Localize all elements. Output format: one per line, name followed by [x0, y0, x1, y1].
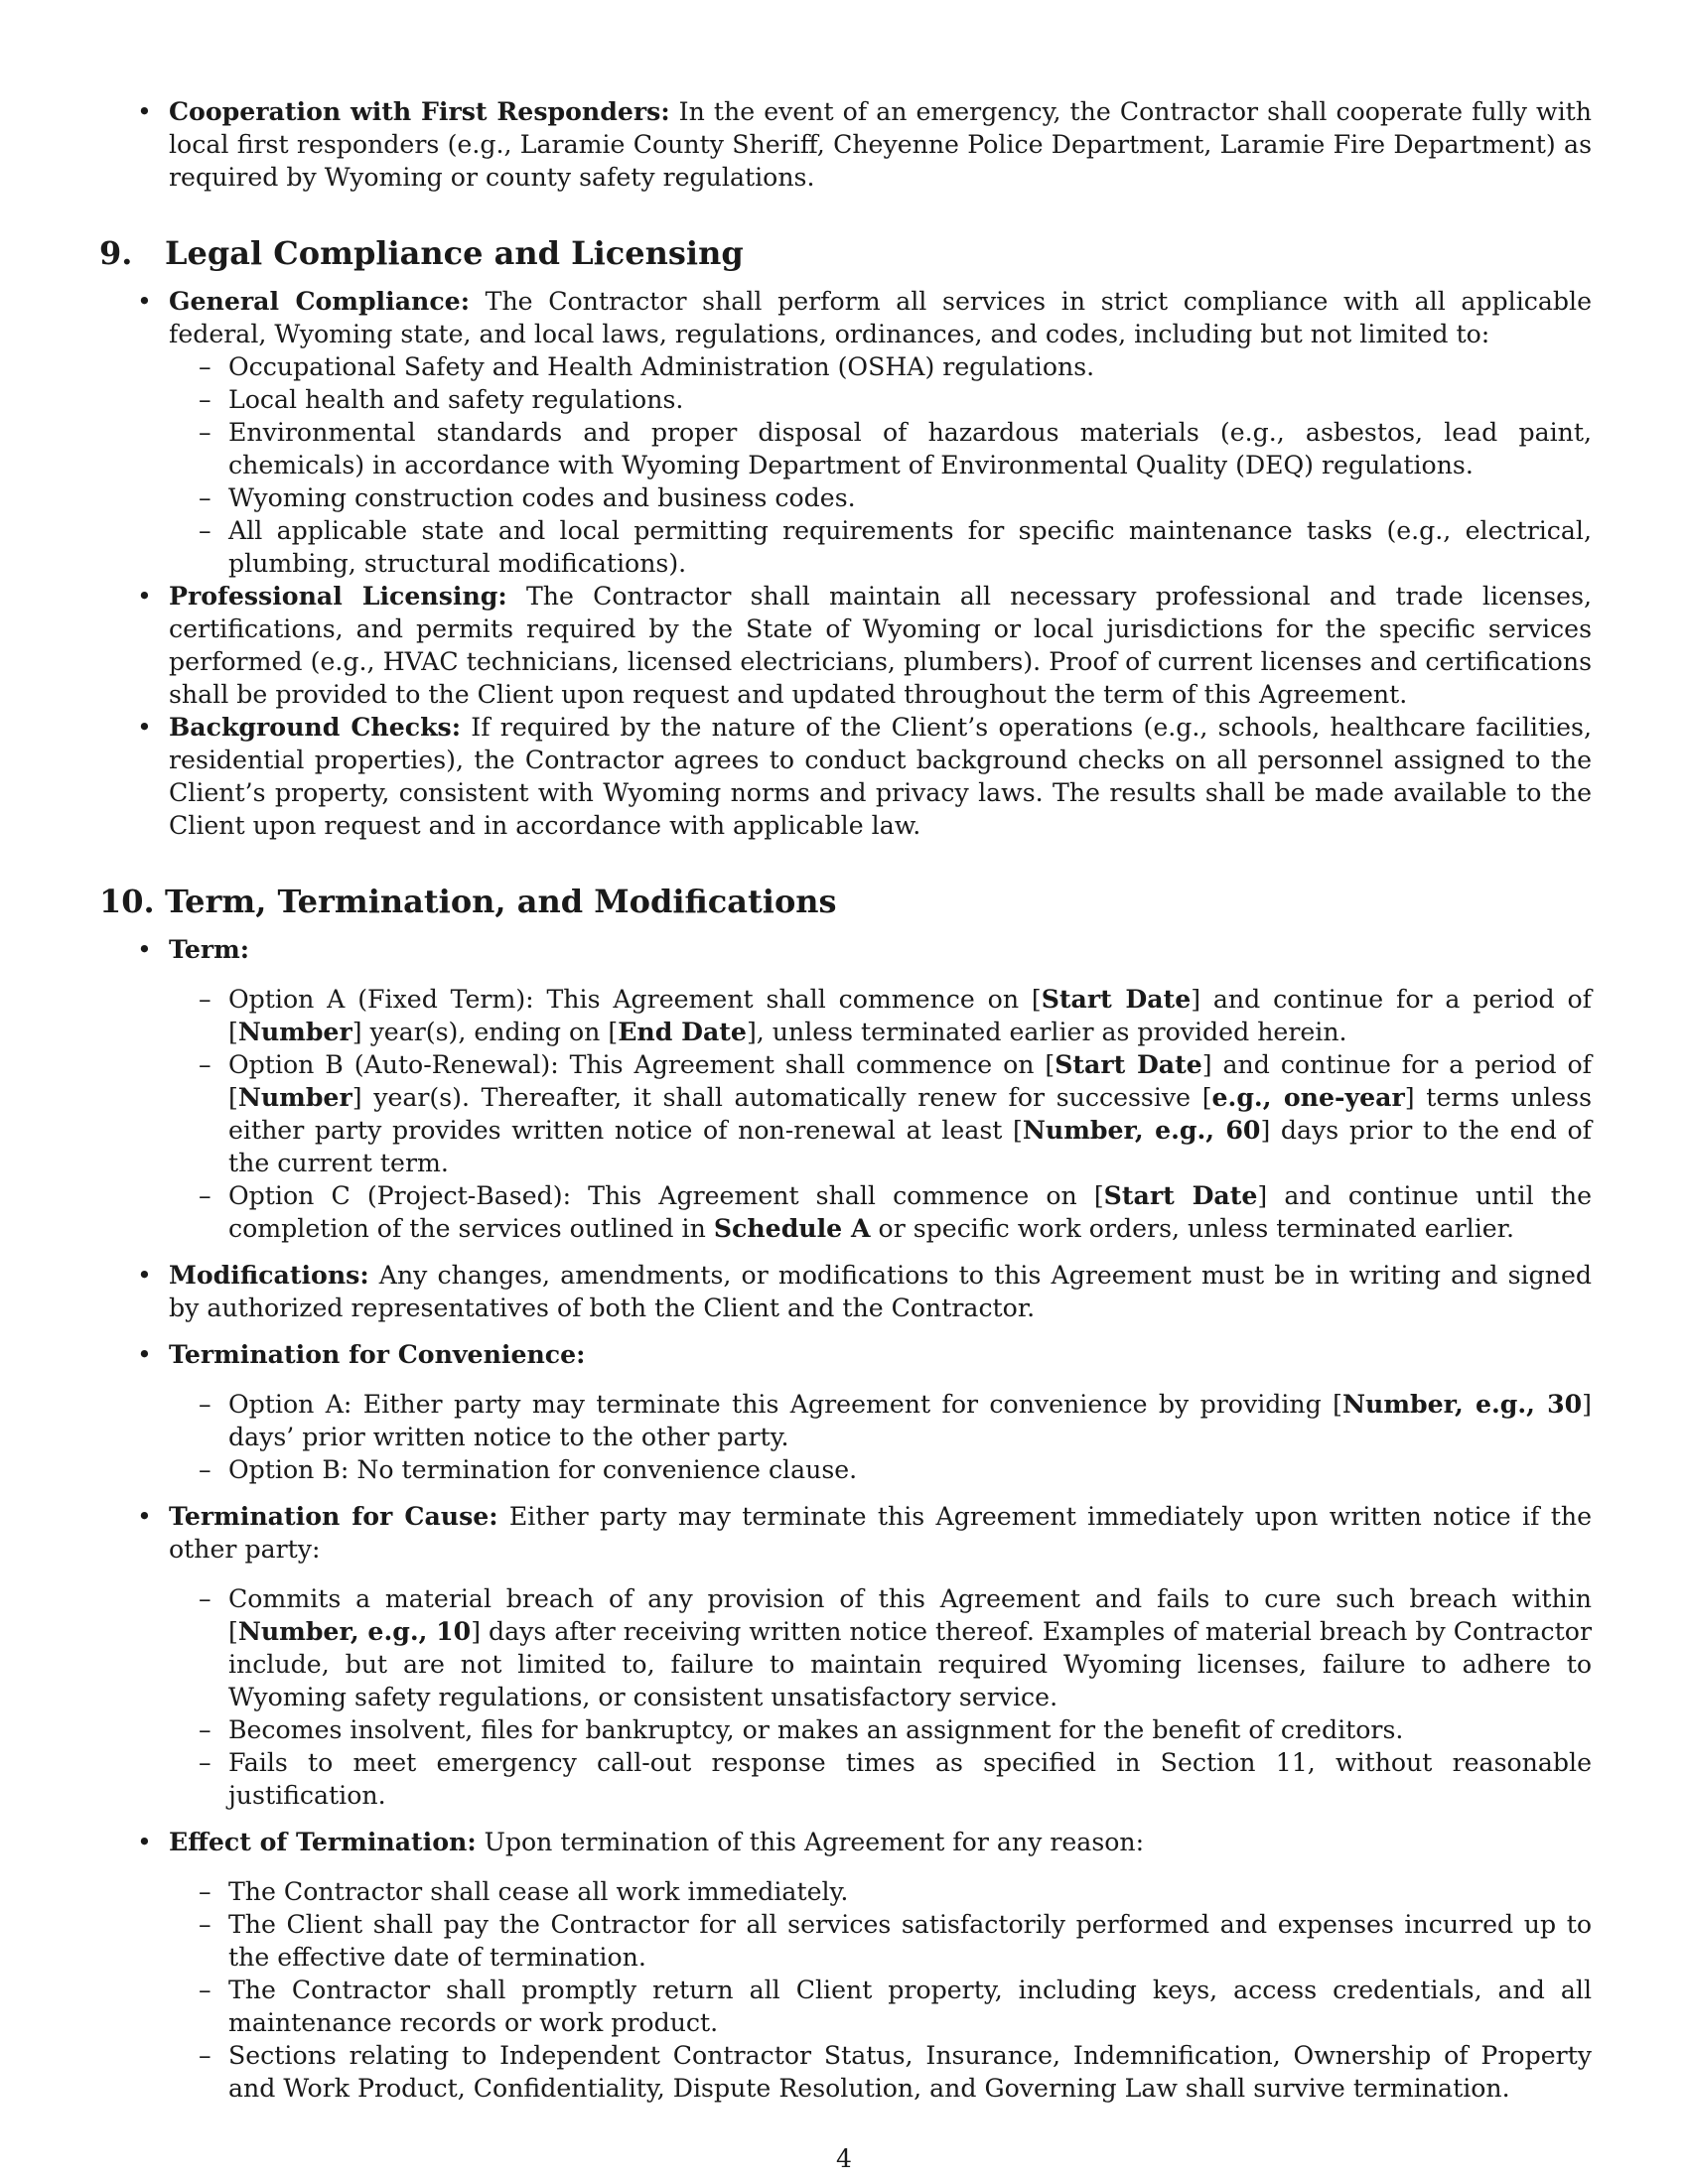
section-heading-10: [99, 882, 1592, 921]
bullet-professional-licensing: [99, 580, 1592, 711]
bullet-text: Any changes, amendments, or modifications to this Agreement must be in writing and signed by authorized representatives of both the Client and the Contractor.: [169, 1261, 1592, 1322]
placeholder-field: Start Date: [1103, 1180, 1258, 1210]
spacer: [99, 1812, 1592, 1826]
text: ] and continue for a period of [: [228, 985, 1592, 1046]
bullet-label: General Compliance:: [169, 286, 470, 316]
bullet-termination-cause: [99, 1500, 1592, 1566]
placeholder-field: End Date: [618, 1017, 747, 1046]
list-item: – Environmental standards and proper disposal of hazardous materials (e.g., asbestos, lead paint, chemicals) in accordance with Wyoming Department of Environmental Quality (DEQ) regulations.: [99, 416, 1592, 481]
document-page: [99, 95, 1592, 2105]
bullet-text: In the event of an emergency, the Contractor shall cooperate fully with local first responders (e.g., Laramie County Sheriff, Cheyenne Police Department, Laramie Fire Department) as required by Wyoming or county safety regulations.: [169, 97, 1592, 192]
bullet-label: Background Checks:: [169, 712, 461, 742]
section-title: Term, Termination, and Modifications: [165, 883, 837, 920]
bullet-text: Upon termination of this Agreement for any reason:: [476, 1828, 1145, 1856]
placeholder-field: Start Date: [1055, 1049, 1202, 1079]
bullet-label: Cooperation with First Responders:: [169, 96, 670, 126]
list-item: – Local health and safety regulations.: [99, 383, 1592, 416]
bullet-modifications: [99, 1259, 1592, 1324]
text: Option C (Project-Based): This Agreement shall commence on [: [228, 1181, 1104, 1210]
list-item-material-breach: [99, 1582, 1592, 1713]
bullet-label: Professional Licensing:: [169, 581, 507, 611]
text: ] year(s), ending on [: [352, 1018, 619, 1046]
list-item-convenience-option-a: [99, 1388, 1592, 1453]
spacer: [99, 1858, 1592, 1875]
section-title: Legal Compliance and Licensing: [165, 234, 744, 272]
bullet-text: The Contractor shall maintain all necessary professional and trade licenses, certifications, and permits required by the State of Wyoming or local jurisdictions for the specific services performed (e.g., HVAC technicians, licensed electricians, plumbers). Proof of current licenses and certifications shall be provided to the Client upon request and updated throughout the term of this Agreement.: [169, 582, 1592, 709]
bullet-text: The Contractor shall perform all services in strict compliance with all applicable federal, Wyoming state, and local laws, regulations, ordinances, and codes, including but not limited to:: [169, 287, 1592, 348]
bullet-text: Either party may terminate this Agreement immediately upon written notice if the other party:: [169, 1502, 1592, 1564]
bullet-background-checks: [99, 711, 1592, 842]
spacer: [99, 1324, 1592, 1338]
text: Option B (Auto-Renewal): This Agreement shall commence on [: [228, 1050, 1055, 1079]
text: Commits a material breach of any provision of this Agreement and fails to cure such breach within [: [228, 1584, 1592, 1646]
spacer: [99, 1245, 1592, 1259]
bullet-termination-convenience: [99, 1338, 1592, 1371]
schedule-reference: Schedule A: [713, 1213, 871, 1243]
list-item-term-option-a: [99, 983, 1592, 1048]
section-number: 10.: [99, 883, 155, 920]
placeholder-field: Number, e.g., 10: [237, 1616, 472, 1646]
text: Option A: Either party may terminate this Agreement for convenience by providing [: [228, 1390, 1342, 1419]
placeholder-field: Start Date: [1041, 984, 1192, 1014]
spacer: [99, 966, 1592, 983]
spacer: [99, 1486, 1592, 1500]
placeholder-field: e.g., one-year: [1211, 1082, 1405, 1112]
bullet-text: If required by the nature of the Client’s operations (e.g., schools, healthcare facilities, residential properties), the Contractor agrees to conduct background checks on all personnel assigned to the Client’s property, consistent with Wyoming norms and privacy laws. The results shall be made available to the Client upon request and in accordance with applicable law.: [169, 713, 1592, 840]
list-item: – All applicable state and local permitting requirements for specific maintenance tasks (e.g., electrical, plumbing, structural modifications).: [99, 514, 1592, 580]
list-item: – The Contractor shall cease all work immediately.: [99, 1875, 1592, 1908]
text: ] and continue for a period of [: [228, 1050, 1592, 1112]
list-item: – Occupational Safety and Health Administration (OSHA) regulations.: [99, 350, 1592, 383]
text: ] days’ prior written notice to the other party.: [228, 1390, 1592, 1451]
bullet-effect-termination: [99, 1826, 1592, 1858]
text: Option A (Fixed Term): This Agreement shall commence on [: [228, 985, 1042, 1014]
text: ], unless terminated earlier as provided herein.: [746, 1018, 1347, 1046]
bullet-label: Term:: [169, 934, 250, 964]
section-number: 9.: [99, 234, 133, 272]
bullet-label: Termination for Cause:: [169, 1501, 498, 1531]
bullet-cooperation-first-responders: [99, 95, 1592, 194]
text: ] and continue until the completion of the services outlined in: [228, 1181, 1592, 1243]
bullet-label: Termination for Convenience:: [169, 1339, 586, 1369]
spacer: [99, 1566, 1592, 1582]
list-item: – The Client shall pay the Contractor for all services satisfactorily performed and expenses incurred up to the effective date of termination.: [99, 1908, 1592, 1974]
placeholder-field: Number, e.g., 60: [1022, 1115, 1261, 1145]
list-item-response-times: – Fails to meet emergency call-out response times as specified in Section 11, without reasonable justification.: [99, 1746, 1592, 1812]
text: or specific work orders, unless terminated earlier.: [870, 1214, 1514, 1243]
text: ] days prior to the end of the current term.: [228, 1116, 1592, 1177]
section-heading-9: [99, 233, 1592, 273]
spacer: [99, 1371, 1592, 1388]
bullet-label: Modifications:: [169, 1260, 369, 1290]
bullet-general-compliance: [99, 285, 1592, 350]
list-item-convenience-option-b: – Option B: No termination for convenience clause.: [99, 1453, 1592, 1486]
list-item-term-option-c: [99, 1179, 1592, 1245]
text: ] year(s). Thereafter, it shall automatically renew for successive [: [352, 1083, 1212, 1112]
placeholder-field: Number, e.g., 30: [1342, 1389, 1583, 1419]
bullet-label: Effect of Termination:: [169, 1827, 477, 1856]
placeholder-field: Number: [237, 1082, 352, 1112]
list-item: – Sections relating to Independent Contractor Status, Insurance, Indemnification, Ownership of Property and Work Product, Confidentiality, Dispute Resolution, and Governing Law shall survive termination.: [99, 2039, 1592, 2105]
text: ] terms unless either party provides written notice of non-renewal at least [: [228, 1083, 1592, 1145]
list-item: – The Contractor shall promptly return all Client property, including keys, access credentials, and all maintenance records or work product.: [99, 1974, 1592, 2039]
page-number: 4: [836, 2144, 852, 2173]
bullet-term: [99, 933, 1592, 966]
text: ] days after receiving written notice thereof. Examples of material breach by Contractor include, but are not limited to, failure to maintain required Wyoming licenses, failure to adhere to Wyoming safety regulations, or consistent unsatisfactory service.: [228, 1617, 1592, 1711]
placeholder-field: Number: [237, 1017, 352, 1046]
list-item-term-option-b: [99, 1048, 1592, 1179]
list-item-insolvency: – Becomes insolvent, files for bankruptcy, or makes an assignment for the benefit of creditors.: [99, 1713, 1592, 1746]
list-item: – Wyoming construction codes and business codes.: [99, 481, 1592, 514]
